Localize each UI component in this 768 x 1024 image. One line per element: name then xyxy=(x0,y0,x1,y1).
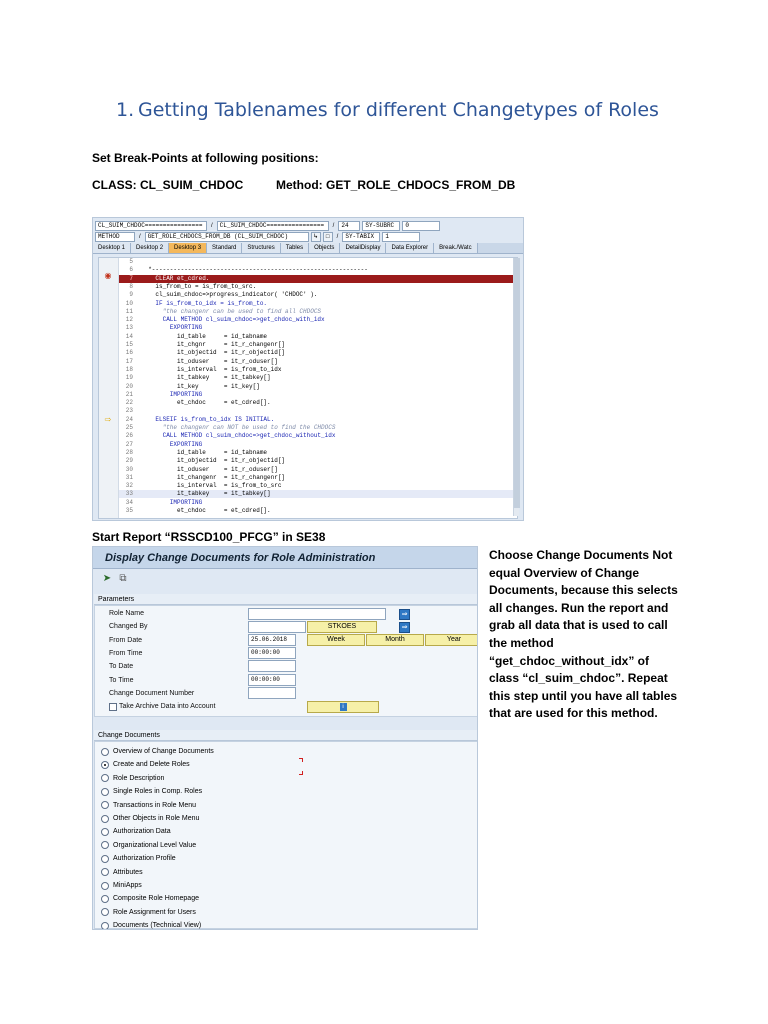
to-date-label: To Date xyxy=(109,663,134,670)
multiple-selection-icon-2[interactable]: ⇒ xyxy=(399,622,410,633)
radio-option[interactable] xyxy=(101,800,196,811)
execute-icon[interactable]: ➤ xyxy=(102,573,112,584)
code-text: IMPORTING xyxy=(141,498,203,506)
line-number: 31 xyxy=(125,473,133,481)
line-number: 18 xyxy=(125,365,133,373)
debugger-tab[interactable]: Objects xyxy=(309,243,340,253)
code-line xyxy=(119,316,514,324)
year-button[interactable]: Year xyxy=(425,634,478,646)
code-line xyxy=(119,441,514,449)
code-line xyxy=(119,424,514,432)
code-line xyxy=(119,358,514,366)
debugger-row-1: CL_SUIM_CHDOC================ / CL_SUIM_CHDOC================ / 24 SY-SUBRC 0 xyxy=(95,220,440,232)
code-text: id_table = id_tabname xyxy=(141,448,268,456)
radio-label: Transactions in Role Menu xyxy=(113,801,197,809)
instruction-paragraph: Choose Change Documents Not equal Overview of Change Documents, because this selects all changes. Run the report and grab all data that is used to call the method “get_chdoc_without_idx” of class “cl_suim_chdoc”. Repeat this step until you have all tables that are used for this method. xyxy=(489,548,678,721)
line-number: 29 xyxy=(125,457,133,465)
breakpoint-icon[interactable]: ◉ xyxy=(104,271,112,280)
line-number: 23 xyxy=(125,407,133,415)
heading-text: Getting Tablenames for different Changetypes of Roles xyxy=(138,99,659,121)
code-text: CLEAR et_cdred. xyxy=(141,274,210,282)
code-text: is_from_to = is_from_to_src. xyxy=(141,282,257,290)
debugger-tab[interactable]: Desktop 3 xyxy=(169,243,207,253)
code-text: *------------------------------------------------------------ xyxy=(141,266,368,274)
radio-button[interactable] xyxy=(101,761,109,769)
class-label: CLASS: CL_SUIM_CHDOC xyxy=(92,178,244,192)
radio-label: Authorization Profile xyxy=(113,855,176,863)
to-time-label: To Time xyxy=(109,677,134,684)
code-text: et_chdoc = et_cdred[]. xyxy=(141,399,271,407)
code-text: it_key = it_key[] xyxy=(141,382,260,390)
radio-label: Overview of Change Documents xyxy=(113,748,214,755)
start-report-label: Start Report “RSSCD100_PFCG” in SE38 xyxy=(92,530,326,544)
parameters-title: Parameters xyxy=(94,594,478,605)
line-number: 34 xyxy=(125,498,133,506)
debugger-tab[interactable]: Break./Watc xyxy=(434,243,477,253)
window-title: Display Change Documents for Role Administration xyxy=(93,547,477,569)
debugger-tab[interactable]: Structures xyxy=(242,243,280,253)
focus-marker xyxy=(299,758,303,762)
debugger-class-field[interactable]: CL_SUIM_CHDOC================ xyxy=(95,221,207,231)
line-number: 13 xyxy=(125,324,133,332)
code-text: id_table = id_tabname xyxy=(141,332,268,340)
current-line-arrow-icon: ⇨ xyxy=(104,415,112,424)
radio-button[interactable] xyxy=(101,868,109,876)
code-text: CALL METHOD cl_suim_chdoc=>get_chdoc_without_idx xyxy=(141,432,336,440)
code-line xyxy=(119,324,514,332)
code-line xyxy=(119,333,514,341)
radio-label: Documents (Technical View) xyxy=(113,922,202,930)
line-number: 19 xyxy=(125,374,133,382)
section-heading xyxy=(116,98,676,123)
line-number: 21 xyxy=(125,390,133,398)
code-line xyxy=(119,374,514,382)
to-time-input[interactable]: 00:00:00 xyxy=(248,674,296,686)
line-number: 20 xyxy=(125,382,133,390)
radio-button[interactable] xyxy=(101,788,109,796)
code-text: is_interval = is_from_to_src xyxy=(141,482,282,490)
code-line xyxy=(119,349,514,357)
radio-option[interactable] xyxy=(101,880,142,891)
code-text: CALL METHOD cl_suim_chdoc=>get_chdoc_with_idx xyxy=(141,316,325,324)
code-line xyxy=(119,275,514,283)
code-line xyxy=(119,300,514,308)
navigate-icon[interactable]: ↳ xyxy=(311,232,321,242)
code-line xyxy=(119,383,514,391)
line-number: 26 xyxy=(125,432,133,440)
sy-tabix-value: 1 xyxy=(382,232,420,242)
code-text: ELSEIF is_from_to_idx IS INITIAL. xyxy=(141,415,275,423)
role-name-label: Role Name xyxy=(109,610,145,617)
radio-button[interactable] xyxy=(101,801,109,809)
radio-label: Role Assignment for Users xyxy=(113,908,196,916)
code-line xyxy=(119,291,514,299)
debugger-tab[interactable]: Tables xyxy=(281,243,309,253)
line-number: 8 xyxy=(129,282,133,290)
radio-label: Other Objects in Role Menu xyxy=(113,815,200,822)
line-number: 16 xyxy=(125,349,133,357)
variant-icon[interactable]: ⧉ xyxy=(119,573,127,584)
copy-icon[interactable]: □ xyxy=(323,232,333,242)
archive-checkbox[interactable] xyxy=(109,703,117,711)
code-scrollbar[interactable] xyxy=(513,258,519,516)
radio-option[interactable] xyxy=(101,773,164,784)
code-text: it_tabkey = it_tabkey[] xyxy=(141,374,271,382)
code-line xyxy=(119,399,514,407)
line-number: 7 xyxy=(129,274,133,282)
line-number: 25 xyxy=(125,424,133,431)
change-doc-number-label: Change Document Number xyxy=(109,690,195,697)
code-text: "the changenr can NOT be used to find the CHDOCS xyxy=(141,424,336,431)
code-line xyxy=(119,407,514,415)
code-line xyxy=(119,266,514,274)
radio-option[interactable] xyxy=(101,813,199,824)
radio-label: Organizational Level Value xyxy=(113,841,197,849)
radio-label: Composite Role Homepage xyxy=(113,895,199,903)
radio-label: Attributes xyxy=(113,868,143,876)
method-type-field: METHOD xyxy=(95,232,135,242)
radio-button[interactable] xyxy=(101,908,109,916)
info-icon: i xyxy=(340,703,347,711)
code-line xyxy=(119,507,514,515)
debugger-tab[interactable]: Desktop 1 xyxy=(93,243,131,253)
code-gutter xyxy=(99,258,119,518)
from-date-input[interactable]: 25.06.2018 xyxy=(248,634,296,646)
line-number: 30 xyxy=(125,465,133,473)
code-text: it_oduser = it_r_oduser[] xyxy=(141,465,278,473)
radio-option[interactable] xyxy=(101,840,196,851)
radio-option[interactable] xyxy=(101,893,199,904)
focus-marker xyxy=(299,771,303,775)
line-number: 35 xyxy=(125,507,133,514)
radio-option[interactable] xyxy=(101,826,171,837)
radio-button[interactable] xyxy=(101,815,109,823)
sy-subrc-label: SY-SUBRC xyxy=(362,221,400,231)
code-line xyxy=(119,457,514,465)
radio-label: Role Description xyxy=(113,774,165,782)
radio-button[interactable] xyxy=(101,855,109,863)
line-number: 10 xyxy=(125,299,133,307)
radio-button[interactable] xyxy=(101,882,109,890)
code-line xyxy=(119,432,514,440)
heading-number: 1. xyxy=(116,99,135,121)
line-number: 9 xyxy=(129,291,133,299)
radio-button[interactable] xyxy=(101,774,109,782)
parameters-group xyxy=(94,605,478,717)
to-date-input[interactable] xyxy=(248,660,296,672)
debugger-line-field[interactable]: 24 xyxy=(338,221,360,231)
code-line xyxy=(119,416,514,424)
code-text: EXPORTING xyxy=(141,440,203,448)
report-screenshot xyxy=(92,546,478,930)
line-number: 17 xyxy=(125,357,133,365)
debugger-tab[interactable]: DetailDisplay xyxy=(340,243,386,253)
month-button[interactable]: Month xyxy=(366,634,424,646)
radio-option[interactable] xyxy=(101,920,201,930)
radio-button[interactable] xyxy=(101,895,109,903)
debugger-tab[interactable]: Data Explorer xyxy=(386,243,434,253)
radio-option[interactable] xyxy=(101,867,143,878)
archive-info-button[interactable] xyxy=(307,701,379,713)
method-label: Method: GET_ROLE_CHDOCS_FROM_DB xyxy=(276,178,516,192)
method-name-field[interactable]: GET_ROLE_CHDOCS_FROM_DB (CL_SUIM_CHDOC) xyxy=(145,232,309,242)
code-line xyxy=(119,391,514,399)
radio-option[interactable] xyxy=(101,907,196,918)
radio-button[interactable] xyxy=(101,922,109,930)
radio-label: Create and Delete Roles xyxy=(113,761,190,769)
code-text: it_objectid = it_r_objectid[] xyxy=(141,349,286,357)
archive-label: Take Archive Data into Account xyxy=(119,703,216,710)
code-text: EXPORTING xyxy=(141,324,203,332)
line-number: 27 xyxy=(125,440,133,448)
line-number: 28 xyxy=(125,448,133,456)
change-documents-group xyxy=(94,741,478,929)
debugger-screenshot xyxy=(92,217,524,521)
code-text: is_interval = is_from_to_idx xyxy=(141,365,282,373)
radio-label: Single Roles in Comp. Roles xyxy=(113,788,203,796)
changed-by-button[interactable]: STKOES xyxy=(307,621,377,633)
code-line xyxy=(119,490,514,498)
from-time-label: From Time xyxy=(109,650,143,657)
code-line xyxy=(119,258,514,266)
breakpoints-intro: Set Break-Points at following positions: xyxy=(92,151,319,165)
radio-button[interactable] xyxy=(101,748,109,756)
change-documents-title: Change Documents xyxy=(94,730,478,741)
code-text: it_objectid = it_r_objectid[] xyxy=(141,457,286,465)
radio-option[interactable] xyxy=(101,746,214,757)
from-date-label: From Date xyxy=(109,637,143,644)
radio-button[interactable] xyxy=(101,828,109,836)
changed-by-input[interactable] xyxy=(248,621,306,633)
debugger-tab[interactable]: Desktop 2 xyxy=(131,243,169,253)
code-text: cl_suim_chdoc=>progress_indicator( 'CHDOC' ). xyxy=(141,291,318,299)
code-line xyxy=(119,283,514,291)
code-editor xyxy=(98,257,518,519)
debugger-row-2: METHOD / GET_ROLE_CHDOCS_FROM_DB (CL_SUIM_CHDOC) ↳ □ / SY-TABIX 1 xyxy=(95,231,420,243)
code-text: "the changenr can be used to find all CHDOCS xyxy=(141,307,322,315)
code-text: IMPORTING xyxy=(141,390,203,398)
code-line xyxy=(119,308,514,316)
line-number: 5 xyxy=(129,258,133,265)
line-number: 24 xyxy=(125,415,133,423)
code-line xyxy=(119,474,514,482)
line-number: 22 xyxy=(125,399,133,407)
debugger-class-field-2[interactable]: CL_SUIM_CHDOC================ xyxy=(217,221,329,231)
debugger-tab[interactable]: Standard xyxy=(207,243,242,253)
change-doc-number-input[interactable] xyxy=(248,687,296,699)
scrollbar-thumb[interactable] xyxy=(514,258,520,508)
sy-subrc-value: 0 xyxy=(402,221,440,231)
debugger-tabs xyxy=(93,243,523,254)
role-name-input[interactable] xyxy=(248,608,386,620)
code-text: it_chgnr = it_r_changenr[] xyxy=(141,341,286,348)
line-number: 15 xyxy=(125,341,133,348)
radio-label: MiniApps xyxy=(113,882,142,889)
radio-option[interactable] xyxy=(101,853,176,864)
code-line xyxy=(119,449,514,457)
radio-option[interactable] xyxy=(101,786,202,797)
code-line xyxy=(119,466,514,474)
code-line xyxy=(119,482,514,490)
report-toolbar xyxy=(93,569,477,589)
line-number: 11 xyxy=(125,307,133,315)
code-text: it_tabkey = it_tabkey[] xyxy=(141,490,271,498)
from-time-input[interactable]: 00:00:00 xyxy=(248,647,296,659)
line-number: 32 xyxy=(125,482,133,490)
code-text: it_oduser = it_r_oduser[] xyxy=(141,357,278,365)
changed-by-label: Changed By xyxy=(109,623,148,630)
code-line xyxy=(119,341,514,349)
week-button[interactable]: Week xyxy=(307,634,365,646)
sy-tabix-label: SY-TABIX xyxy=(342,232,380,242)
line-number: 14 xyxy=(125,332,133,340)
line-number: 6 xyxy=(129,266,133,274)
line-number: 33 xyxy=(125,490,133,498)
radio-button[interactable] xyxy=(101,841,109,849)
multiple-selection-icon[interactable]: ⇒ xyxy=(399,609,410,620)
code-text: it_changenr = it_r_changenr[] xyxy=(141,473,286,481)
code-text: et_chdoc = et_cdred[]. xyxy=(141,507,271,514)
code-text: IF is_from_to_idx = is_from_to. xyxy=(141,299,268,307)
radio-option[interactable] xyxy=(101,759,190,770)
code-line xyxy=(119,366,514,374)
code-line xyxy=(119,499,514,507)
line-number: 12 xyxy=(125,316,133,324)
radio-label: Authorization Data xyxy=(113,828,171,836)
